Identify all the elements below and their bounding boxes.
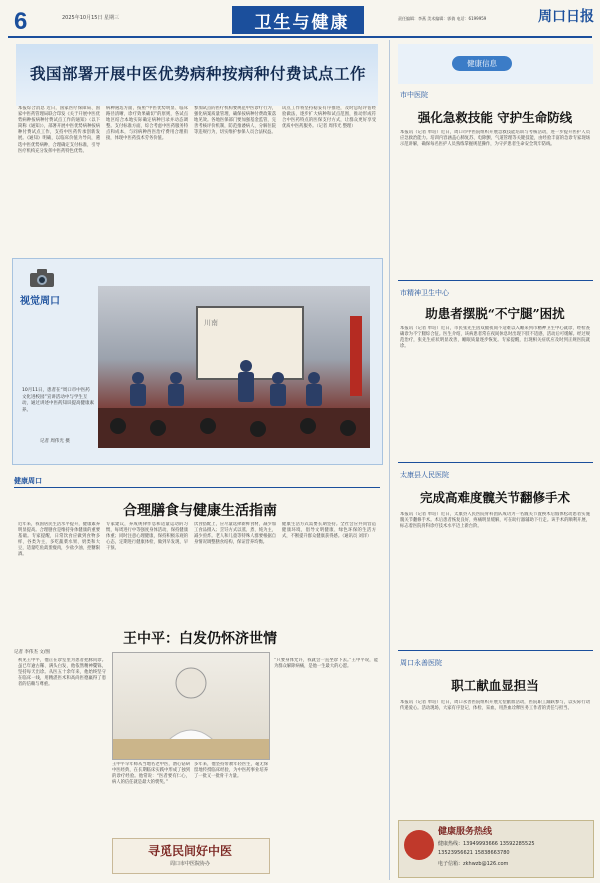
column-divider [389, 40, 390, 880]
banner-title: 寻觅民间好中医 [147, 844, 232, 858]
hotline-line: 电子信箱：zkhwzb@126.com [438, 861, 509, 867]
article2-column: 专家建议，养成规律作息和适量运动的习惯，每周进行中等强度身体活动，保持健康体重；同时注意心理健康，保持积极乐观的心态，定期进行健康体检，做到早发现、早干预。 [106, 522, 188, 552]
health-info-badge: 健康信息 [452, 56, 512, 71]
header-rule [8, 36, 592, 38]
right-article-title: 强化急救技能 守护生命防线 [417, 110, 573, 125]
article1-column: 参加试点的医疗机构要规范中医诊疗行为，强化病案质量管理，确保按病种付费政策落地见效。各地医保部门要加强基金监管，完善考核评价机制，防范推诿病人、分解住院等违规行为，切实维护参保人员合法权益。 [194, 106, 276, 136]
newspaper-logo: 周口日报 [538, 9, 594, 25]
article2-column: 近年来，我国居民生活水平提升，健康素养明显提高。合理膳食是维持身体健康的重要基础。专家提醒，日常饮食应做到食物多样、谷类为主，多吃蔬菜水果、奶类和大豆，适量吃鱼禽蛋瘦肉，少盐少油、控糖限酒。 [18, 522, 100, 558]
article2-column: 健康生活方式需要长期坚持。全社会应共同营造健康环境，倡导文明健康、绿色环保的生活方式，不断提升群众健康获得感。（通讯员 刘洋） [282, 522, 376, 540]
banner-subtitle: 周口市中医院协办 [169, 861, 210, 867]
right-article-body: 本报讯（记者 单培）近日，周口永善医院组织开展无偿献血活动，医院职工踊跃参与，以实际行动传递爱心。活动现场，大家有序登记、体检、采血，用热血诠释医务工作者的责任与担当。 [400, 700, 590, 712]
article3-column: 多年来，他坚持带教年轻医生，毫无保留地传授临床经验，为中医药事业培养了一批又一批骨干力量。 [194, 762, 268, 780]
screen-text: 川南 [204, 319, 218, 327]
photo-caption: 10月11日，患者在“周口市中医药文化进校园”宣讲活动中与学生互动，通过讲述中医药知识提高健康素养。 [22, 388, 94, 413]
section-mark: 健康周口 [14, 477, 42, 485]
hotline-line: 健康热线：13949993666 13592285525 [438, 841, 535, 847]
phone-icon [404, 830, 434, 860]
article1-column: 本报综合消息 近日，国家医疗保障局、国家中医药管理局联合印发《关于开展中医优势病种按病种付费试点工作的通知》（以下简称《通知》），部署开展中医优势病种按病种付费试点工作，支持中医药传承创新发展。《通知》明确，以临床价值为导向，遴选中医优势病种，合理确定支付标准，引导医疗机构充分发挥中医药特色优势。 [18, 106, 100, 154]
section-title: 卫生与健康 [254, 13, 350, 33]
right-article-kicker: 市中医院 [400, 91, 428, 99]
right-article-body: 本报讯（记者 单培）近日，市民张先生因双腿夜间不适难以入睡来到市精神卫生中心就诊，经检查确诊为不宁腿综合征。医生介绍，该病患者常在夜间休息时出现下肢不适感，活动后可缓解。经过规范治疗，张先生症状明显改善，睡眠质量逐步恢复。专家提醒，出现相关症状应及时到正规医院就诊。 [400, 326, 590, 350]
issue-date: 2025年10月15日 星期三 [62, 15, 120, 21]
camera-icon [28, 268, 56, 288]
right-rule [398, 280, 593, 281]
right-rule [398, 650, 593, 651]
event-people [98, 286, 370, 448]
right-article-kicker: 周口永善医院 [400, 659, 442, 667]
article1-column: 病种遴选方面，按照“中医优势明显、临床路径清晰、诊疗效果确切”的原则，各试点地区结合本地实际确定病种目录并动态调整。支付标准方面，综合考虑中医药服务特点和成本，与同病种西医治疗费用合理衔接，体现中医药技术劳务价值。 [106, 106, 188, 142]
article3-column: 王中平早年师从当地名老中医，潜心钻研中医经典，在长期临床实践中形成了独到的诊疗经验。他常说：“医者要有仁心，病人的信任就是最大的褒奖。” [112, 762, 190, 786]
article2-column: 饮食搭配上，应尽量选择新鲜食材，减少加工食品摄入；烹饪方式以蒸、煮、炖为主，减少煎炸。老人和儿童等特殊人群要根据自身情况调整膳食结构，保证营养均衡。 [194, 522, 276, 546]
article2-title: 合理膳食与健康生活指南 [123, 503, 277, 519]
right-article-kicker: 太康县人民医院 [400, 471, 449, 479]
article3-byline: 记者 李伟杰 文/图 [14, 650, 50, 655]
right-article-title: 职工献血显担当 [451, 678, 539, 693]
article1-column: 试点工作将坚持稳妥有序推进，及时总结评估经验做法，逐步扩大病种和试点范围，推动形成符合中医药特点的医保支付方式，让群众更好享受优质中医药服务。（记者 周伟光 整理） [282, 106, 376, 130]
doctor-figure [113, 653, 269, 759]
visual-zhoukou-badge: 视觉周口 [20, 296, 60, 307]
article1-title: 我国部署开展中医优势病种按病种付费试点工作 [29, 64, 366, 83]
right-article-title: 完成高难度髋关节翻修手术 [419, 490, 570, 505]
article3-title: 王中平：白发仍怀济世情 [123, 631, 277, 647]
article3-column: “只要身体允许，我就会一直坐诊下去。”王中平说，能为群众解除病痛，是他一生最大的心愿。 [274, 658, 378, 670]
page-number: 6 [14, 8, 28, 35]
photo-credit: 记者 周伟光 摄 [40, 439, 70, 444]
right-rule [398, 462, 593, 463]
section-rule [14, 487, 380, 488]
right-article-body: 本报讯（记者 单培）近日，周口市中医院组织开展急救技能培训与考核活动，进一步提升医护人员应急救治能力。培训内容涵盖心肺复苏、电除颤、气道管理等关键技能，由经验丰富的急诊专家现场示范讲解，确保每名医护人员熟练掌握规范操作，为守护患者生命安全筑牢防线。 [400, 130, 590, 148]
doctor-portrait-photo [112, 652, 270, 760]
hotline-line: 13523956621 15838663780 [438, 850, 510, 856]
hotline-title: 健康服务热线 [438, 827, 493, 837]
article3-column: 初见王中平，他正在诊室里为患者把脉问诊。虽已年逾古稀、满头白发，他依然精神矍铄，坚持每天出诊。从医五十余年来，他始终坚守在临床一线，用精湛医术和高尚医德赢得了患者的信赖与尊重。 [18, 658, 106, 688]
right-article-body: 本报讯（记者 单培）近日，太康县人民医院骨科团队成功为一名髋关节置换术后假体松动患者实施髋关节翻修手术。术后患者恢复良好，疼痛明显缓解，可在助行器辅助下行走。该手术的顺利开展，标志着医院骨科诊疗技术水平迈上新台阶。 [400, 512, 590, 530]
right-article-kicker: 市精神卫生中心 [400, 289, 449, 297]
right-article-title: 助患者摆脱“不宁腿”困扰 [425, 306, 565, 321]
editor-line: 责任编辑：李燕 美术编辑：郭倩 电话：6199959 [398, 16, 487, 21]
